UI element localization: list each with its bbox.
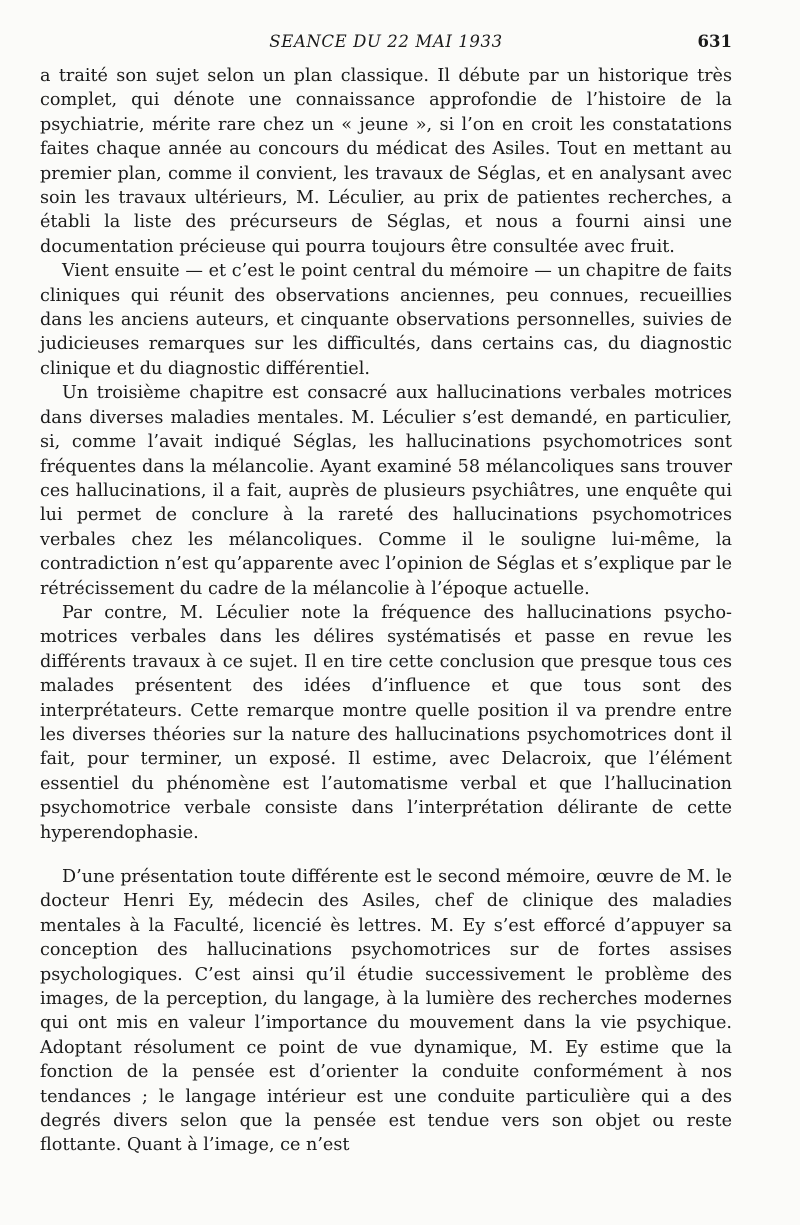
running-header — [40, 32, 732, 56]
paragraph: Vient ensuite — et c’est le point central du mémoire — un chapitre de faits cliniques qui réunit des observations anciennes, peu connues, recueillies dans les anciens auteurs, et cinquante observations personnelles, suivies de judicieuses remarques sur les difficultés, dans certains cas, du diagnostic clinique et du diagnostic différentiel. — [40, 261, 732, 379]
running-title: SEANCE DU 22 MAI 1933 — [269, 32, 503, 51]
paragraph: a traité son sujet selon un plan classique. Il débute par un historique très complet, qui dénote une connaissance approfondie de l’histoire de la psychiatrie, mérite rare chez un « jeune », si l’on en croit les constatations faites chaque année au concours du médicat des Asiles. Tout en mettant au premier plan, comme il convient, les travaux de Séglas, et en analysant avec soin les travaux ultérieurs, M. Léculier, au prix de patientes recherches, a établi la liste des précurseurs de Séglas, et nous a fourni ainsi une documentation précieuse qui pourra toujours être consultée avec fruit. — [40, 66, 732, 257]
paragraph: Un troisième chapitre est consacré aux hallucinations verbales motrices dans diverses maladies mentales. M. Léculier s’est demandé, en particulier, si, comme l’avait indiqué Séglas, les hallucinations psychomotrices sont fréquentes dans la mélancolie. Ayant examiné 58 mélancoliques sans trouver ces hallucinations, il a fait, auprès de plusieurs psychiâtres, une enquête qui lui permet de conclure à la rareté des hallucinations psychomotrices verbales chez les mélancoliques. Comme il le souligne lui-même, la contradiction n’est qu’apparente avec l’opinion de Séglas et s’explique par le rétrécissement du cadre de la mélancolie à l’époque actuelle. — [40, 383, 732, 599]
paragraph: D’une présentation toute différente est le second mémoire, œuvre de M. le docteur Henri Ey, médecin des Asiles, chef de clinique des maladies mentales à la Faculté, licencié ès lettres. M. Ey s’est efforcé d’appuyer sa conception des hallucinations psychomotrices sur de fortes assises psychologiques. C’est ainsi qu’il étudie successivement le problème des images, de la perception, du langage, à la lumière des recherches modernes qui ont mis en valeur l’importance du mouvement dans la vie psychique. Adoptant résolument ce point de vue dynamique, M. Ey estime que la fonction de la pensée est d’orienter la conduite conformément à nos tendances ; le langage intérieur est une conduite particulière qui a des degrés divers selon que la pensée est tendue vers son objet ou reste flottante. Quant à l’image, ce n’est — [40, 867, 732, 1156]
page-number: 631 — [697, 32, 732, 51]
paragraph: Par contre, M. Léculier note la fréquence des hallucinations psychomotrices verbales dans les délires systématisés et passe en revue les différents travaux à ce sujet. Il en tire cette conclusion que presque tous ces malades présentent des idées d’influence et que tous sont des interprétateurs. Cette remarque montre quelle position il va prendre entre les diverses théories sur la nature des hallucinations psychomotrices dont il fait, pour terminer, un exposé. Il estime, avec Delacroix, que l’élément essentiel du phénomène est l’automatisme verbal et que l’hallucination psychomotrice verbale consiste dans l’interprétation délirante de cette hyperendophasie. — [40, 602, 732, 843]
body-text — [40, 64, 732, 1158]
